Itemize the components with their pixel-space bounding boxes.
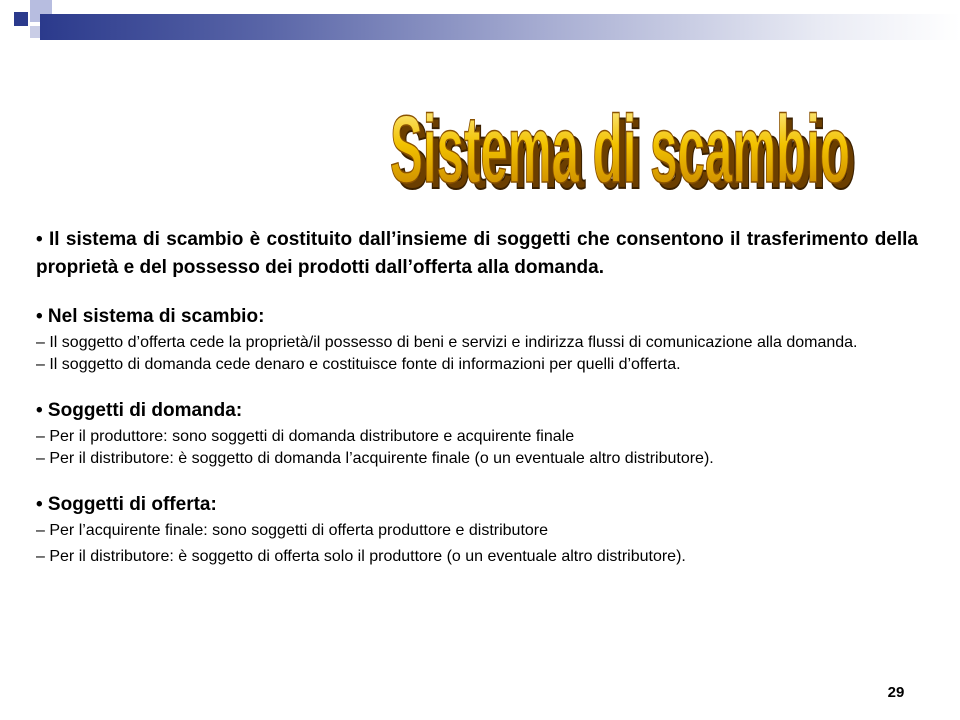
exchange-line-offer: – Il soggetto d’offerta cede la proprietà/il possesso di beni e servizi e indirizza flussi di comunicazione alla domanda. (36, 334, 858, 351)
slide-title-art (375, 36, 865, 206)
slide-body (36, 226, 918, 568)
intro-paragraph: • Il sistema di scambio è costituito dall’insieme di soggetti che consentono il trasferimento della proprietà e del possesso dei prodotti dall’offerta alla domanda. (36, 229, 918, 278)
section-heading-demand-subjects: • Soggetti di domanda: (36, 400, 243, 421)
section-heading-exchange: • Nel sistema di scambio: (36, 306, 265, 327)
slide-title (375, 36, 865, 206)
exchange-line-demand: – Il soggetto di domanda cede denaro e costituisce fonte di informazioni per quelli d’offerta. (36, 356, 681, 373)
corner-square-navy (14, 12, 28, 26)
demand-line-producer: – Per il produttore: sono soggetti di domanda distributore e acquirente finale (36, 428, 575, 445)
slide-title-shadow: Sistema di scambio (396, 102, 856, 206)
demand-line-distributor: – Per il distributore: è soggetto di domanda l’acquirente finale (o un eventuale altro distributore). (36, 450, 714, 467)
slide-title-text: Sistema di scambio (390, 96, 850, 203)
offer-line-distributor: – Per il distributore: è soggetto di offerta solo il produttore (o un eventuale altro distributore). (36, 548, 686, 565)
section-heading-offer-subjects: • Soggetti di offerta: (36, 494, 217, 515)
page-number: 29 (887, 684, 905, 701)
offer-line-buyer: – Per l’acquirente finale: sono soggetti di offerta produttore e distributore (36, 522, 549, 539)
